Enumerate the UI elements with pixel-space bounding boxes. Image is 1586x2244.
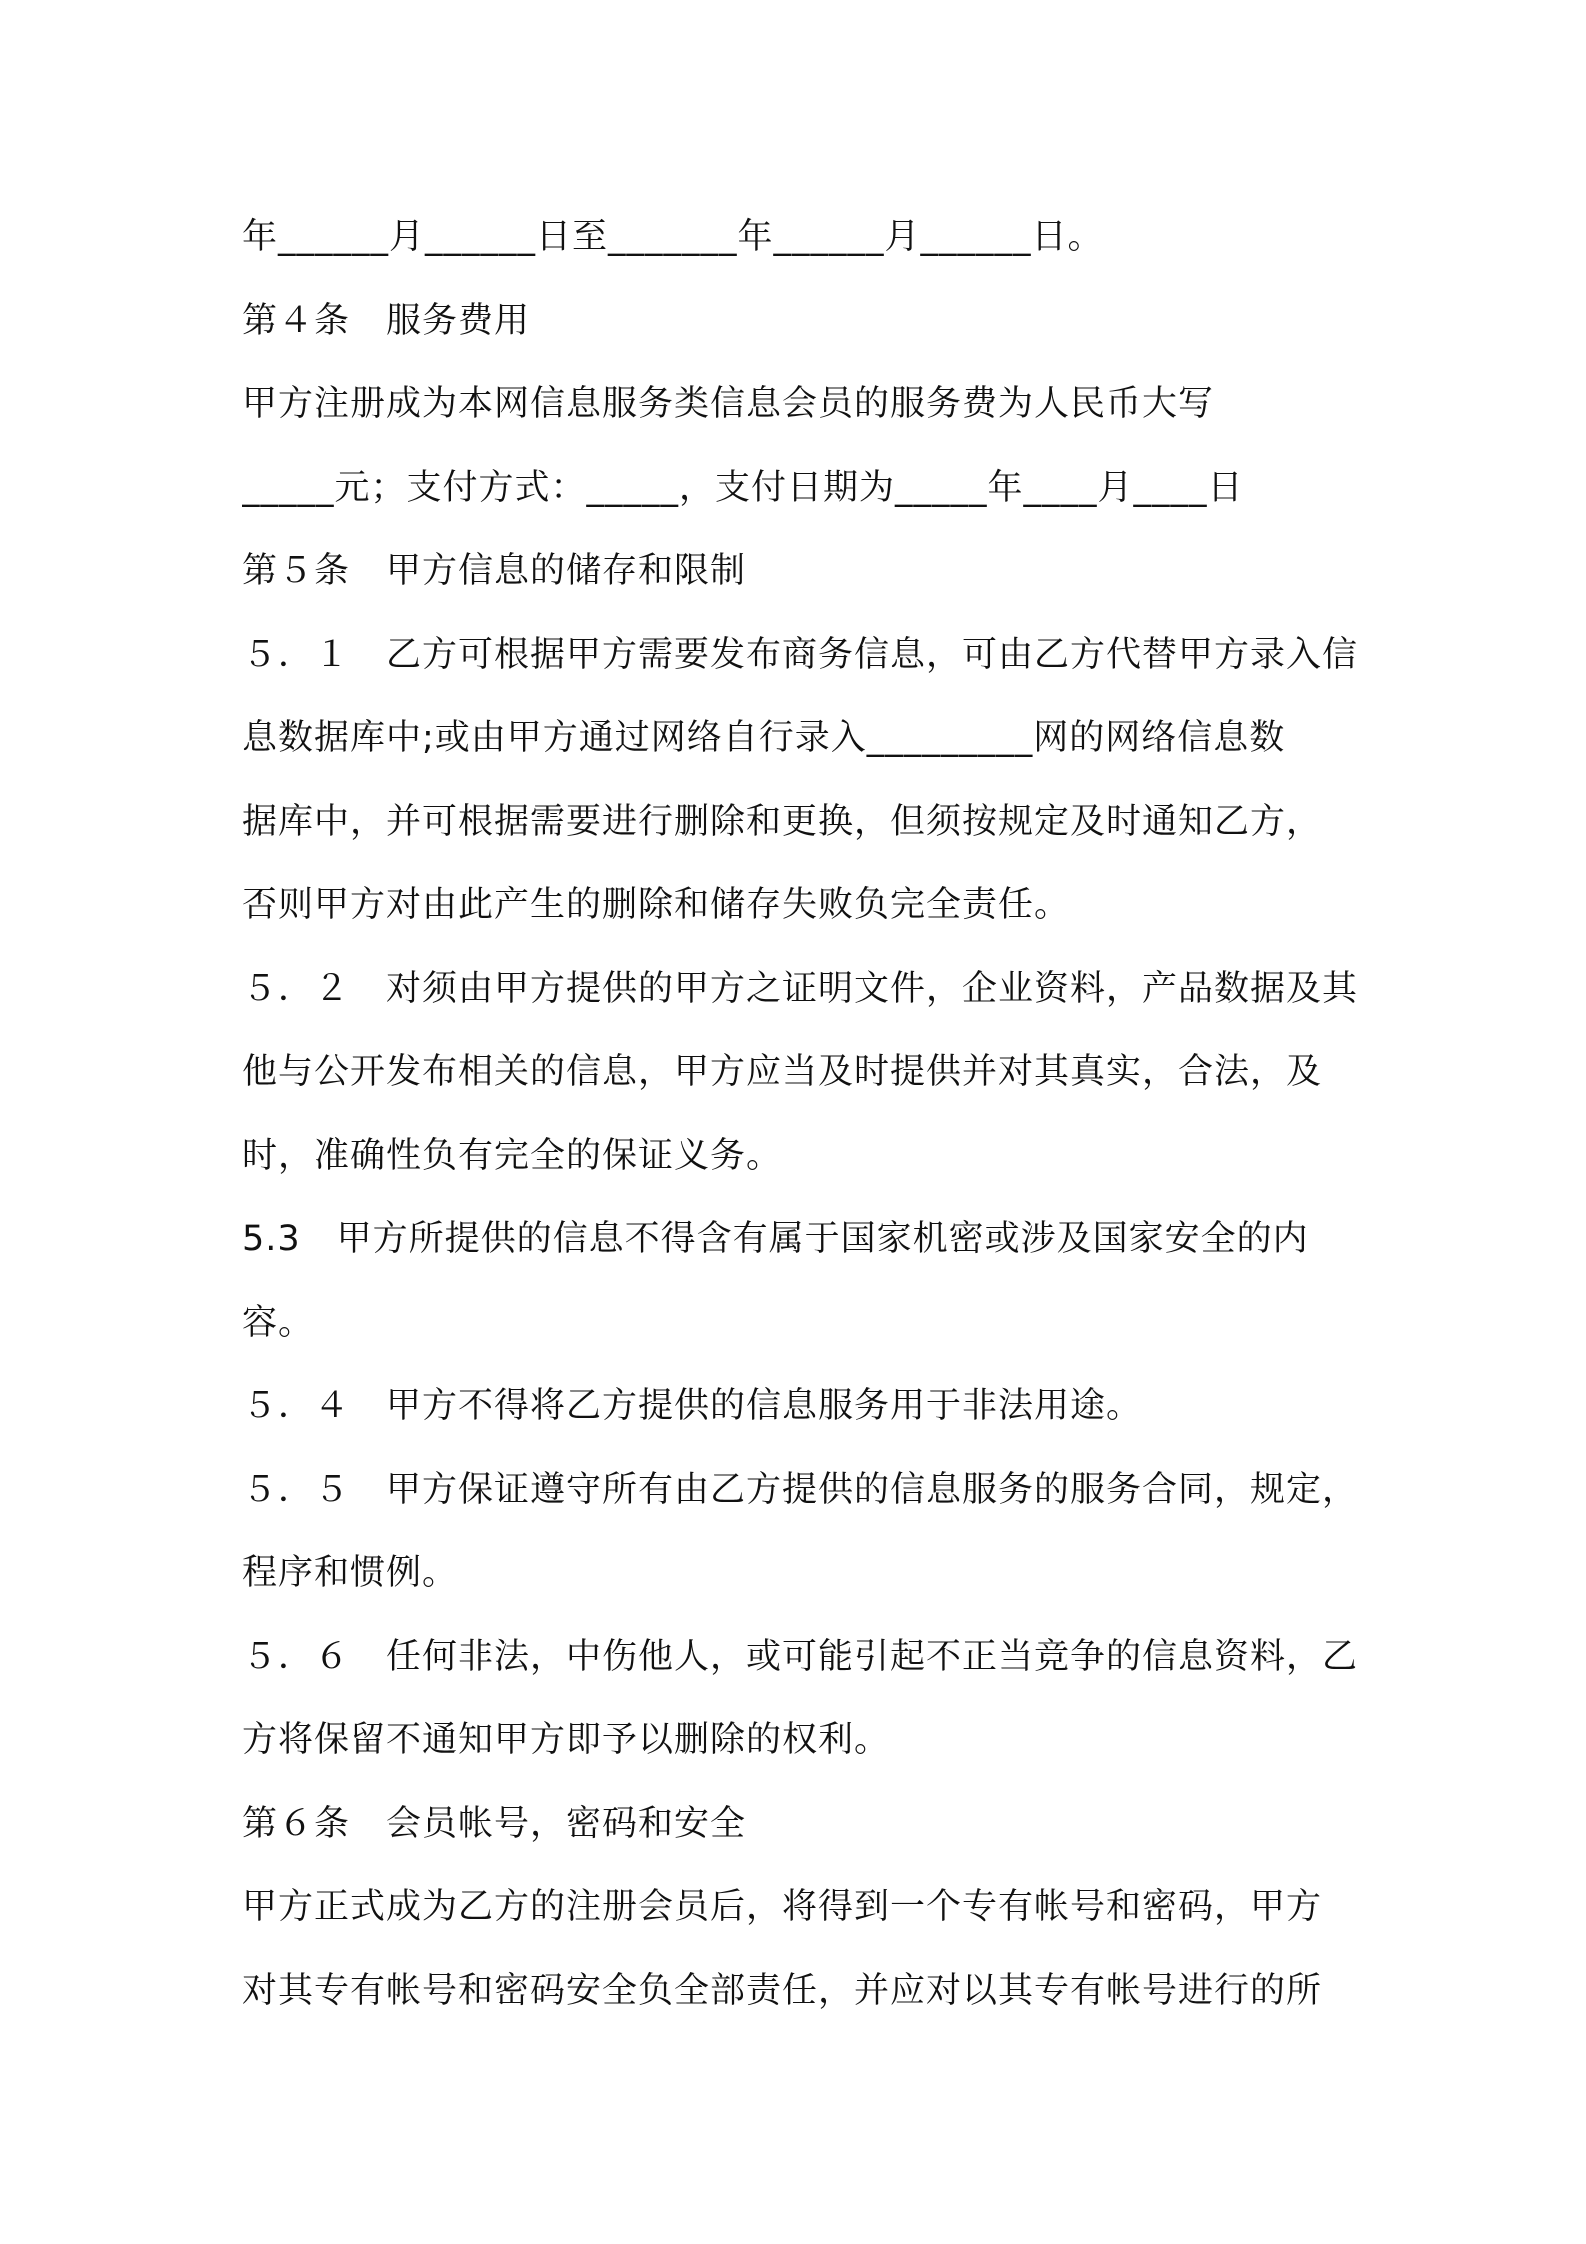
document-body bbox=[242, 196, 1362, 2033]
text-line: 对其专有帐号和密码安全负全部责任，并应对以其专有帐号进行的所 bbox=[242, 1970, 1323, 2011]
section-heading-article-5: 第５条 甲方信息的储存和限制 bbox=[242, 551, 747, 591]
text-line: 息数据库中;或由甲方通过网络自行录入_________网的网络信息数 bbox=[242, 718, 1286, 758]
text-line: 年______月______日至_______年______月______日。 bbox=[242, 217, 1104, 257]
text-line: 否则甲方对由此产生的删除和储存失败负完全责任。 bbox=[242, 885, 1071, 925]
text-line: _____元；支付方式：_____，支付日期为_____年____月____日 bbox=[242, 467, 1244, 508]
text-line: 方将保留不通知甲方即予以删除的权利。 bbox=[242, 1720, 891, 1760]
clause-5-2: ５．２ 对须由甲方提供的甲方之证明文件，企业资料，产品数据及其 bbox=[242, 968, 1359, 1009]
text-line: 甲方注册成为本网信息服务类信息会员的服务费为人民币大写 bbox=[242, 384, 1215, 424]
text-line: 容。 bbox=[242, 1302, 315, 1343]
clause-5-6: ５．６ 任何非法，中伤他人，或可能引起不正当竞争的信息资料，乙 bbox=[242, 1636, 1359, 1677]
clause-5-4: ５．４ 甲方不得将乙方提供的信息服务用于非法用途。 bbox=[242, 1386, 1143, 1426]
text-line: 程序和惯例。 bbox=[242, 1553, 459, 1593]
text-line: 甲方正式成为乙方的注册会员后，将得到一个专有帐号和密码，甲方 bbox=[242, 1887, 1323, 1927]
clause-5-5: ５．５ 甲方保证遵守所有由乙方提供的信息服务的服务合同，规定， bbox=[242, 1469, 1359, 1510]
section-heading-article-4: 第４条 服务费用 bbox=[242, 300, 531, 341]
clause-5-3: 5.3 甲方所提供的信息不得含有属于国家机密或涉及国家安全的内 bbox=[242, 1219, 1309, 1259]
text-line: 时，准确性负有完全的保证义务。 bbox=[242, 1135, 783, 1176]
text-line: 据库中，并可根据需要进行删除和更换，但须按规定及时通知乙方， bbox=[242, 801, 1323, 842]
clause-5-1: ５．１ 乙方可根据甲方需要发布商务信息，可由乙方代替甲方录入信 bbox=[242, 634, 1359, 675]
section-heading-article-6: 第６条 会员帐号，密码和安全 bbox=[242, 1803, 747, 1844]
text-line: 他与公开发布相关的信息，甲方应当及时提供并对其真实，合法，及 bbox=[242, 1052, 1323, 1092]
